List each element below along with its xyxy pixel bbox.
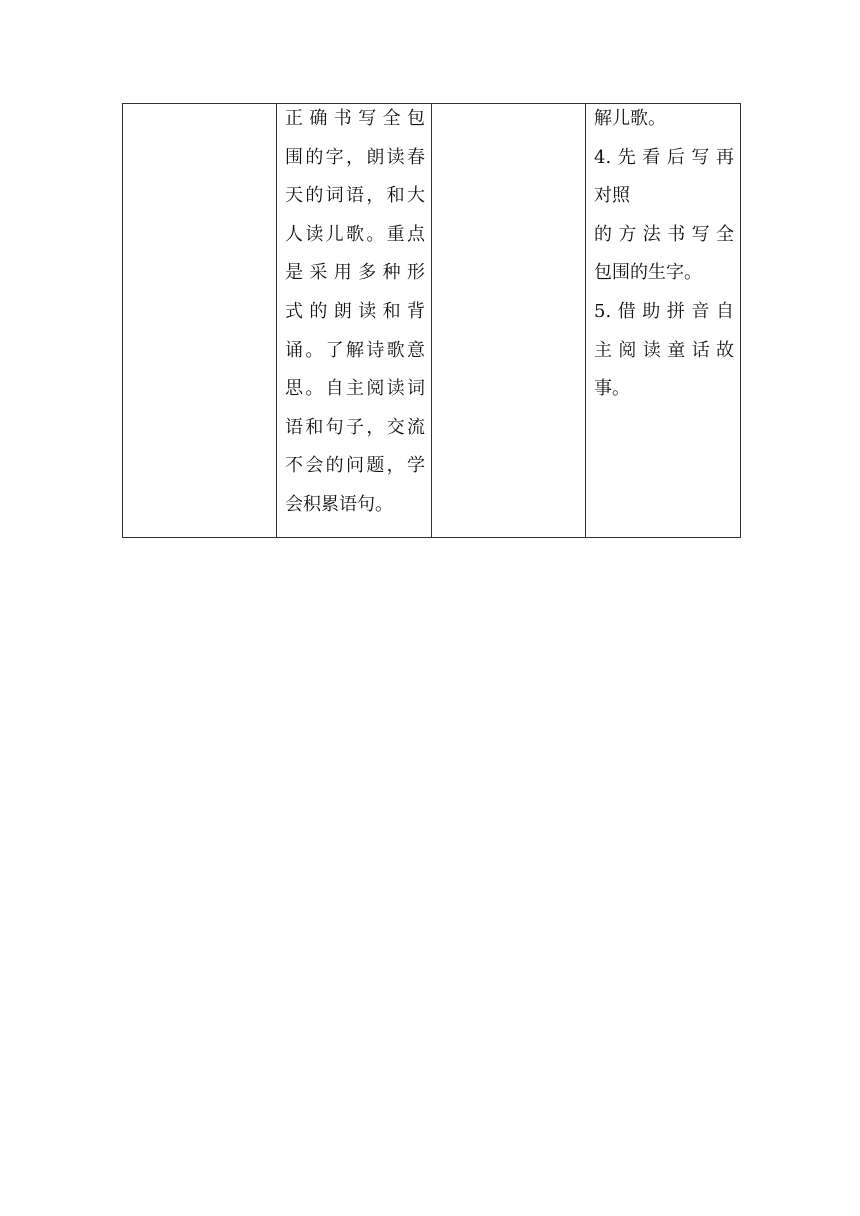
text-line: 会积累语句。 (285, 493, 393, 515)
text-line: 4.先看后写再 (594, 146, 734, 168)
table-cell-empty-1 (123, 104, 277, 538)
text-line: 对照 (594, 185, 630, 207)
text-line: 语和句子，交流 (285, 416, 425, 438)
table-cell-empty-3 (432, 104, 586, 538)
text-line: 诵。了解诗歌意 (285, 339, 425, 361)
table-cell-goals (277, 104, 432, 538)
text-line: 解儿歌。 (594, 108, 666, 129)
text-line: 事。 (594, 378, 630, 400)
text-line: 包围的生字。 (594, 262, 702, 284)
text-line: 式的朗读和背 (285, 300, 425, 322)
text-line: 5.借助拼音自 (594, 300, 734, 322)
text-line: 围的字，朗读春 (285, 146, 425, 168)
table-row (123, 104, 741, 538)
text-line: 是采用多种形 (285, 262, 425, 284)
text-line: 正确书写全包 (285, 108, 425, 129)
methods-text (586, 104, 740, 416)
text-line: 天的词语，和大 (285, 185, 425, 207)
text-line: 不会的问题，学 (285, 455, 425, 477)
text-line: 思。自主阅读词 (285, 378, 425, 400)
text-line: 的方法书写全 (594, 223, 734, 245)
plan-table (122, 103, 741, 538)
text-line: 人读儿歌。重点 (285, 223, 425, 245)
table-cell-methods (586, 104, 741, 538)
goals-text (277, 104, 431, 532)
text-line: 主阅读童话故 (594, 339, 734, 361)
